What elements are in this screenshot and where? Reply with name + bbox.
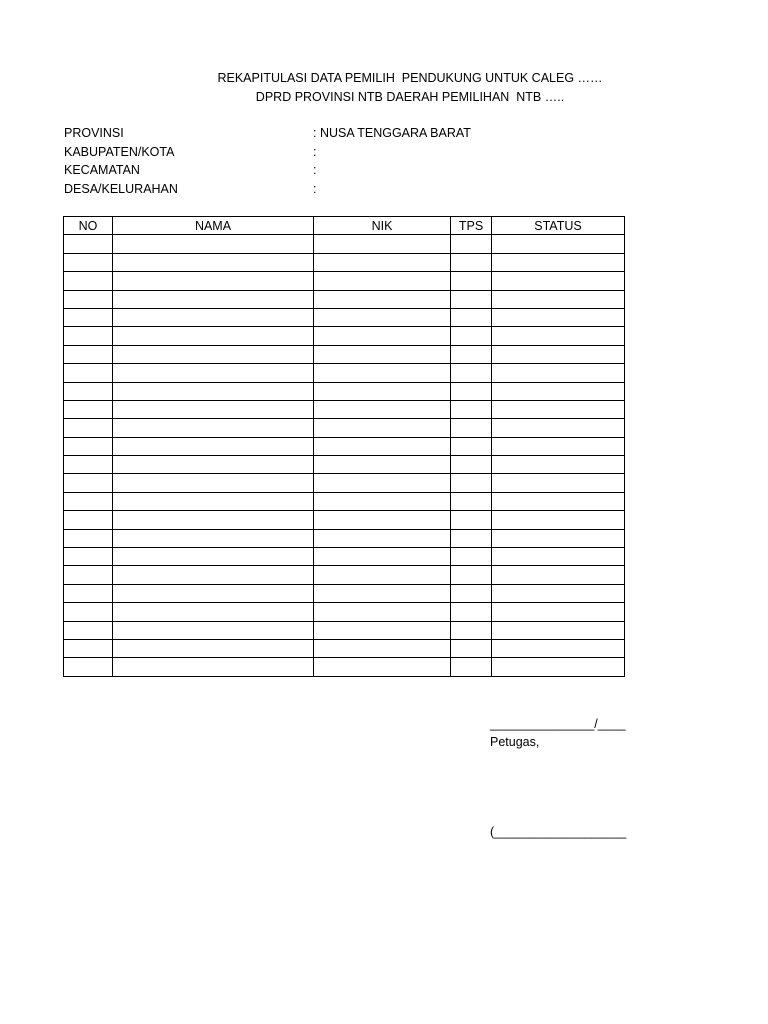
table-cell-tps — [451, 658, 492, 676]
table-cell-nik — [314, 437, 451, 455]
table-cell-nama — [113, 511, 314, 529]
table-row — [64, 345, 625, 363]
table-cell-no — [64, 511, 113, 529]
table-row — [64, 492, 625, 510]
table-cell-nama — [113, 529, 314, 547]
table-cell-no — [64, 364, 113, 382]
table-cell-nik — [314, 658, 451, 676]
table-cell-nik — [314, 419, 451, 437]
table-cell-tps — [451, 437, 492, 455]
table-cell-nik — [314, 253, 451, 271]
signature-date-line: _______________/____ — [490, 717, 626, 731]
table-cell-tps — [451, 308, 492, 326]
table-cell-status — [492, 253, 625, 271]
table-cell-no — [64, 492, 113, 510]
table-cell-nama — [113, 364, 314, 382]
table-cell-tps — [451, 290, 492, 308]
table-cell-nik — [314, 308, 451, 326]
table-cell-status — [492, 327, 625, 345]
table-cell-nik — [314, 235, 451, 253]
table-cell-no — [64, 400, 113, 418]
table-cell-no — [64, 603, 113, 621]
table-row — [64, 382, 625, 400]
table-row — [64, 235, 625, 253]
table-cell-nik — [314, 290, 451, 308]
table-row — [64, 456, 625, 474]
signature-name-line: (___________________ — [490, 825, 627, 839]
table-cell-tps — [451, 253, 492, 271]
table-cell-tps — [451, 419, 492, 437]
table-row — [64, 584, 625, 602]
table-cell-status — [492, 345, 625, 363]
table-cell-nik — [314, 272, 451, 290]
table-cell-no — [64, 419, 113, 437]
field-value-desa: : — [313, 182, 317, 196]
field-value-kabupaten: : — [313, 145, 317, 159]
table-cell-no — [64, 474, 113, 492]
table-cell-tps — [451, 529, 492, 547]
table-cell-nama — [113, 492, 314, 510]
table-cell-nama — [113, 621, 314, 639]
table-cell-status — [492, 437, 625, 455]
table-cell-no — [64, 639, 113, 657]
table-cell-nik — [314, 456, 451, 474]
table-row — [64, 658, 625, 676]
table-cell-no — [64, 456, 113, 474]
table-cell-tps — [451, 511, 492, 529]
table-cell-nama — [113, 400, 314, 418]
column-header-nik: NIK — [314, 217, 451, 235]
table-cell-tps — [451, 364, 492, 382]
table-row — [64, 327, 625, 345]
table-cell-nama — [113, 382, 314, 400]
table-cell-no — [64, 566, 113, 584]
table-cell-nik — [314, 621, 451, 639]
table-cell-tps — [451, 584, 492, 602]
field-label-provinsi: PROVINSI — [64, 126, 124, 140]
table-cell-no — [64, 308, 113, 326]
table-cell-tps — [451, 456, 492, 474]
table-cell-no — [64, 437, 113, 455]
table-cell-no — [64, 621, 113, 639]
table-cell-nama — [113, 566, 314, 584]
table-cell-status — [492, 566, 625, 584]
table-cell-status — [492, 621, 625, 639]
table-cell-status — [492, 419, 625, 437]
voter-table — [63, 216, 625, 677]
table-row — [64, 364, 625, 382]
field-label-kabupaten: KABUPATEN/KOTA — [64, 145, 175, 159]
table-cell-tps — [451, 548, 492, 566]
table-cell-tps — [451, 566, 492, 584]
table-cell-status — [492, 400, 625, 418]
table-cell-tps — [451, 603, 492, 621]
table-cell-nik — [314, 548, 451, 566]
table-header-row — [64, 217, 625, 235]
table-cell-status — [492, 364, 625, 382]
table-cell-status — [492, 382, 625, 400]
table-cell-no — [64, 253, 113, 271]
table-cell-nik — [314, 639, 451, 657]
table-cell-nama — [113, 235, 314, 253]
table-cell-nama — [113, 437, 314, 455]
table-cell-status — [492, 529, 625, 547]
table-cell-status — [492, 548, 625, 566]
table-cell-nama — [113, 658, 314, 676]
table-cell-no — [64, 382, 113, 400]
table-row — [64, 639, 625, 657]
table-cell-tps — [451, 272, 492, 290]
table-cell-nama — [113, 548, 314, 566]
table-cell-nama — [113, 639, 314, 657]
table-cell-status — [492, 511, 625, 529]
table-cell-nama — [113, 290, 314, 308]
table-cell-nama — [113, 272, 314, 290]
table-cell-nama — [113, 474, 314, 492]
signature-role: Petugas, — [490, 735, 540, 749]
column-header-nama: NAMA — [113, 217, 314, 235]
table-cell-nik — [314, 603, 451, 621]
table-cell-tps — [451, 327, 492, 345]
table-row — [64, 566, 625, 584]
table-cell-nik — [314, 511, 451, 529]
table-row — [64, 253, 625, 271]
table-cell-status — [492, 639, 625, 657]
table-body — [64, 235, 625, 676]
table-cell-no — [64, 290, 113, 308]
table-cell-tps — [451, 400, 492, 418]
table-cell-nama — [113, 584, 314, 602]
table-cell-nama — [113, 253, 314, 271]
table-row — [64, 419, 625, 437]
table-cell-no — [64, 529, 113, 547]
table-cell-nama — [113, 456, 314, 474]
column-header-no: NO — [64, 217, 113, 235]
table-cell-status — [492, 456, 625, 474]
table-cell-nik — [314, 492, 451, 510]
document-title-line-1: REKAPITULASI DATA PEMILIH PENDUKUNG UNTUK CALEG …… — [217, 71, 603, 85]
field-label-kecamatan: KECAMATAN — [64, 163, 140, 177]
table-cell-status — [492, 603, 625, 621]
table-cell-status — [492, 658, 625, 676]
table-cell-no — [64, 584, 113, 602]
table-row — [64, 548, 625, 566]
table-cell-tps — [451, 474, 492, 492]
table-cell-tps — [451, 492, 492, 510]
table-cell-status — [492, 308, 625, 326]
column-header-tps: TPS — [451, 217, 492, 235]
table-cell-nama — [113, 345, 314, 363]
field-value-kecamatan: : — [313, 163, 317, 177]
table-cell-status — [492, 492, 625, 510]
table-cell-status — [492, 272, 625, 290]
table-cell-no — [64, 548, 113, 566]
table-cell-nik — [314, 584, 451, 602]
table-cell-status — [492, 235, 625, 253]
table-cell-nama — [113, 603, 314, 621]
table-cell-tps — [451, 621, 492, 639]
table-row — [64, 474, 625, 492]
table-cell-nik — [314, 364, 451, 382]
table-cell-nik — [314, 327, 451, 345]
column-header-status: STATUS — [492, 217, 625, 235]
table-row — [64, 603, 625, 621]
table-cell-nik — [314, 400, 451, 418]
table-cell-tps — [451, 639, 492, 657]
field-value-provinsi: : NUSA TENGGARA BARAT — [313, 126, 471, 140]
table-row — [64, 621, 625, 639]
table-cell-nik — [314, 382, 451, 400]
table-cell-nik — [314, 529, 451, 547]
table-row — [64, 308, 625, 326]
table-cell-nik — [314, 345, 451, 363]
table-cell-nama — [113, 308, 314, 326]
table-cell-nama — [113, 327, 314, 345]
table-cell-no — [64, 345, 113, 363]
table-row — [64, 511, 625, 529]
table-cell-no — [64, 658, 113, 676]
table-cell-status — [492, 290, 625, 308]
table-row — [64, 437, 625, 455]
table-row — [64, 272, 625, 290]
table-cell-nama — [113, 419, 314, 437]
table-cell-tps — [451, 345, 492, 363]
table-cell-no — [64, 327, 113, 345]
table-cell-nik — [314, 566, 451, 584]
field-label-desa: DESA/KELURAHAN — [64, 182, 178, 196]
table-cell-no — [64, 272, 113, 290]
table-cell-nik — [314, 474, 451, 492]
table-row — [64, 290, 625, 308]
table-cell-status — [492, 584, 625, 602]
document-title-line-2: DPRD PROVINSI NTB DAERAH PEMILIHAN NTB ….. — [255, 90, 565, 104]
table-cell-no — [64, 235, 113, 253]
table-cell-tps — [451, 235, 492, 253]
table-cell-tps — [451, 382, 492, 400]
table-row — [64, 529, 625, 547]
table-cell-status — [492, 474, 625, 492]
table-row — [64, 400, 625, 418]
